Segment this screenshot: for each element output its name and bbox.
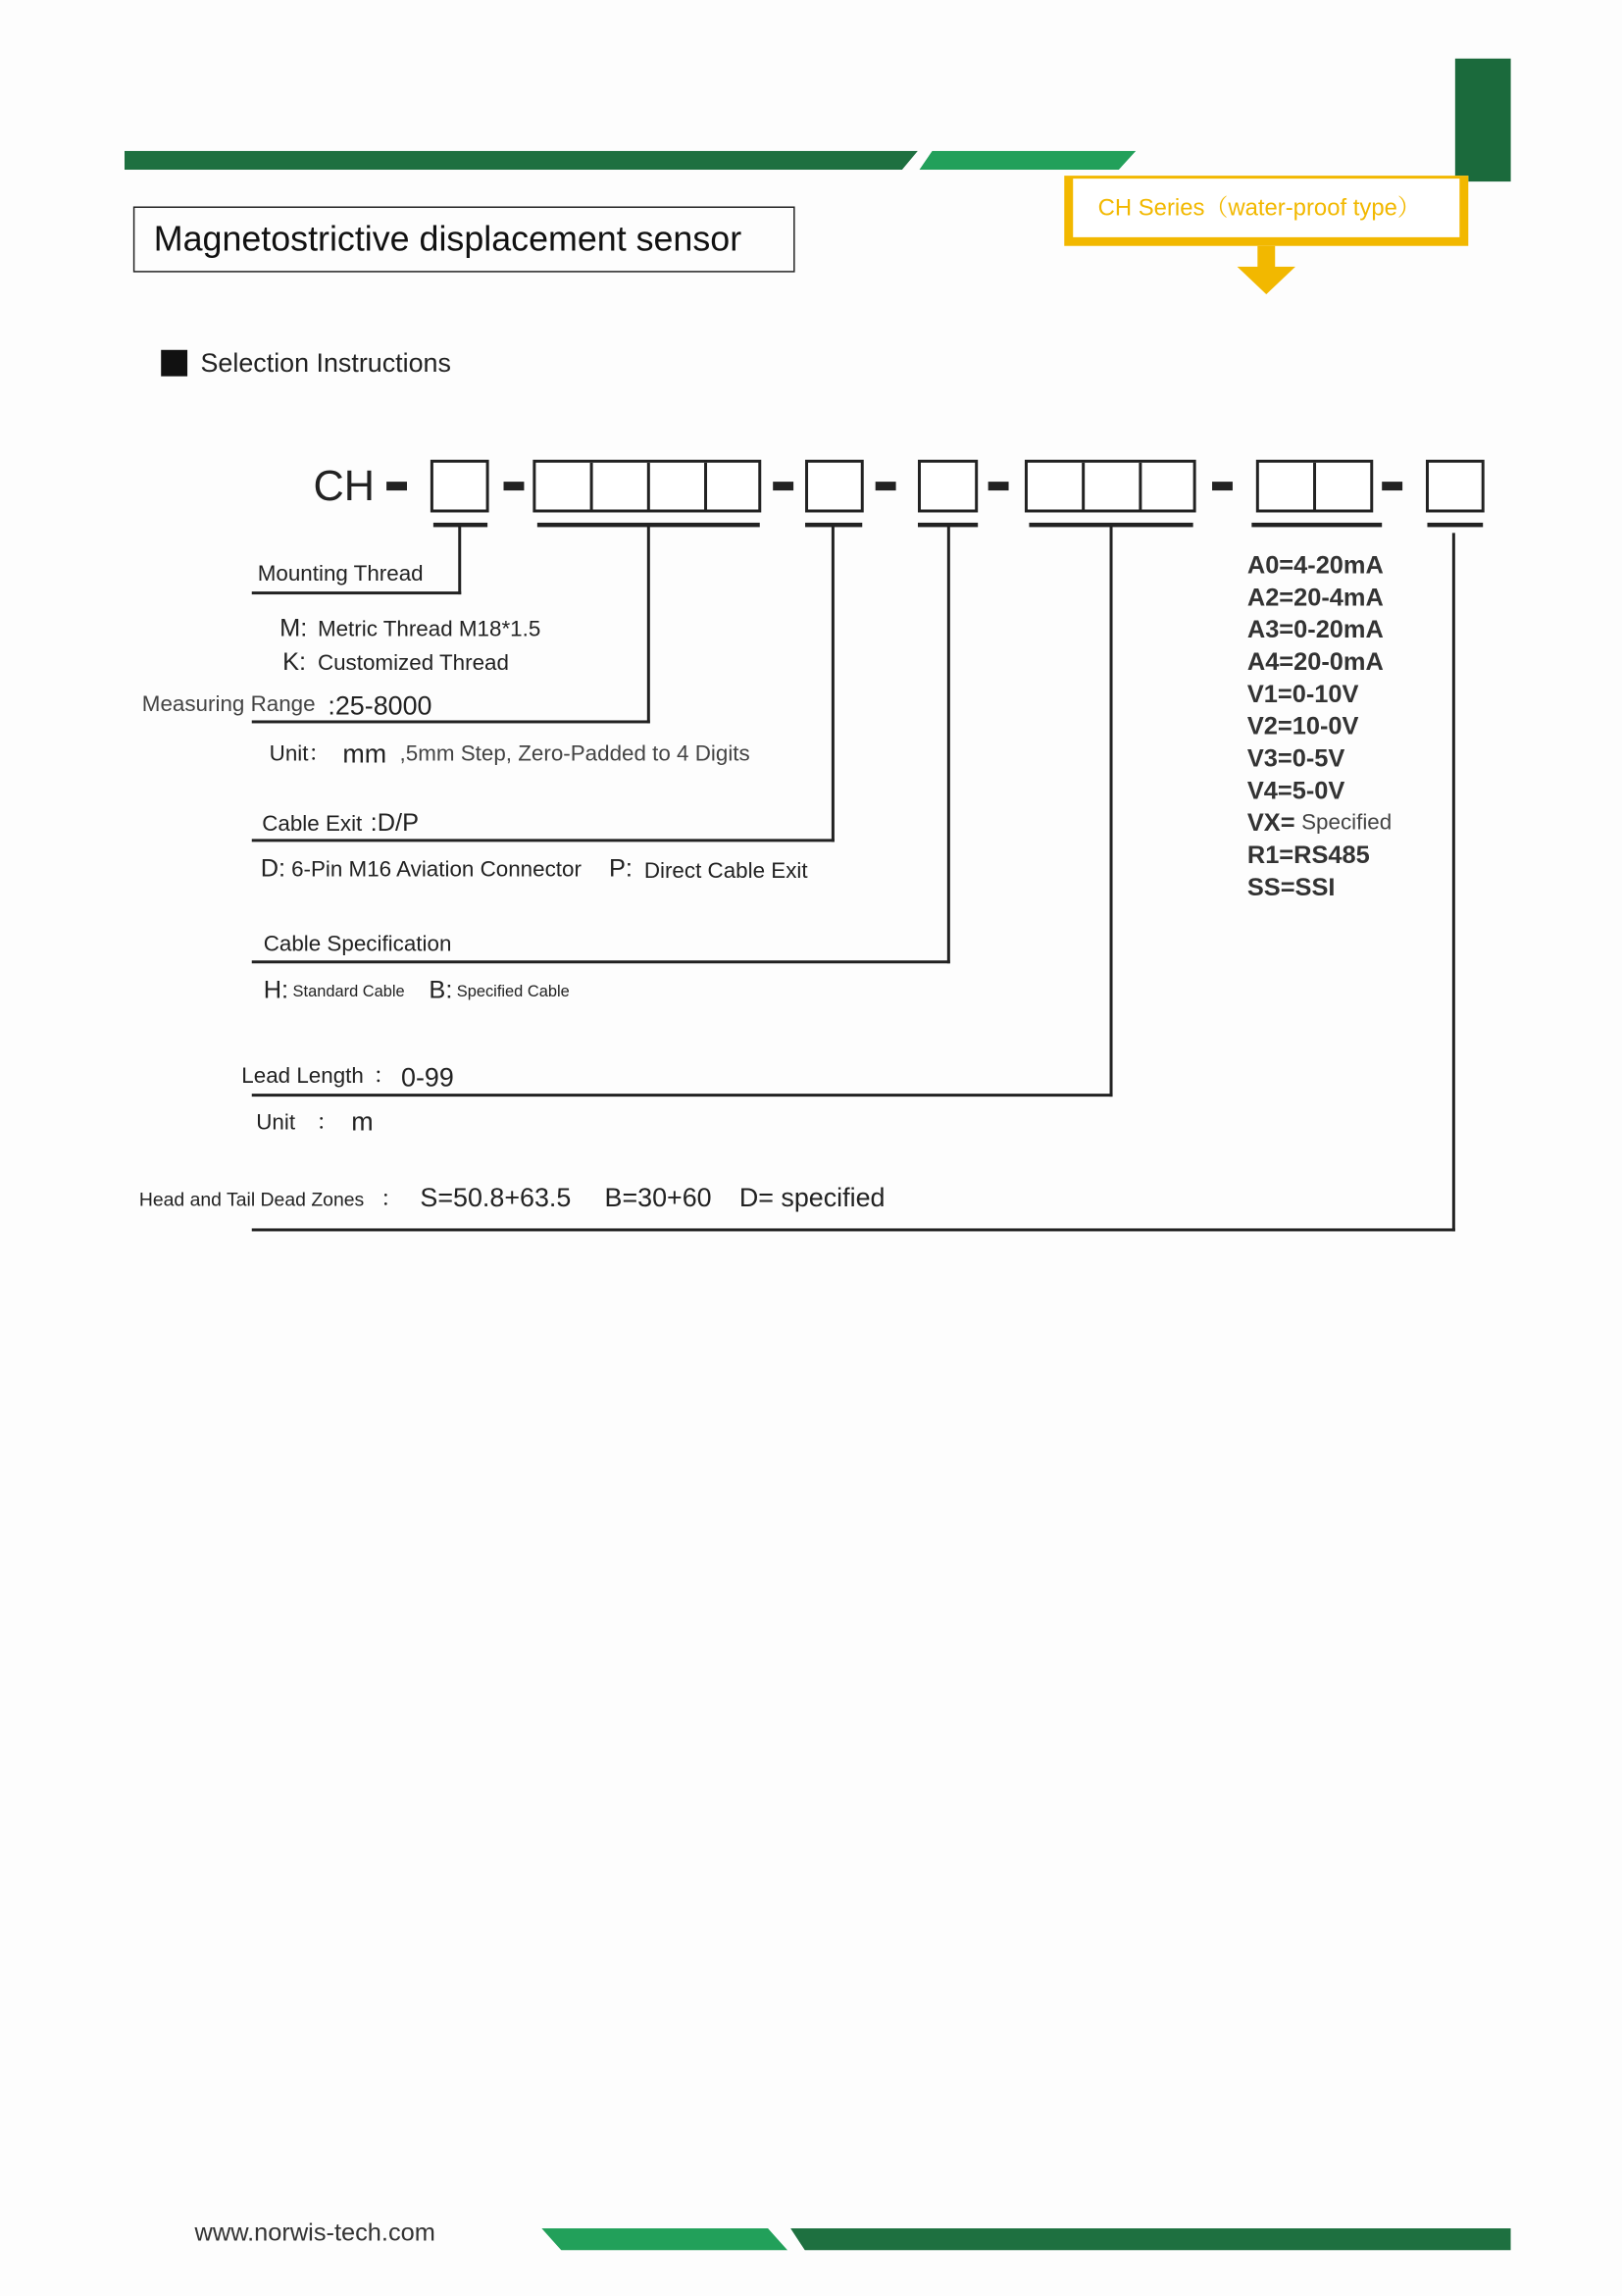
bullet-square-icon [161,350,187,377]
code-dash [504,482,525,490]
code-dash [386,482,407,490]
unit-label: Unit [256,1110,296,1136]
output-option: V2=10-0V [1246,712,1359,740]
output-option: VX= [1246,808,1295,838]
dead-zone-s: S=50.8+63.5 [420,1183,572,1213]
measuring-range-value: :25-8000 [328,690,432,721]
page-title: Magnetostrictive displacement sensor [153,219,742,260]
lead-length-label: Lead Length [241,1063,364,1089]
leader-line [252,720,650,723]
output-vx-note: Specified [1301,810,1393,836]
measuring-range-note: ,5mm Step, Zero-Padded to 4 Digits [399,741,750,767]
arrow-down-icon-head [1237,267,1295,294]
top-green-bar-light [919,151,1136,170]
option-key: P: [609,854,633,883]
code-prefix: CH [313,463,375,511]
unit-value: mm [342,739,387,769]
output-option: SS=SSI [1246,873,1336,901]
option-key: D: [260,854,286,883]
option-key: B: [429,975,453,1004]
separator: ： [316,1110,338,1136]
output-option: V4=5-0V [1246,776,1345,805]
code-dash [1382,482,1402,490]
output-option: A0=4-20mA [1246,551,1384,580]
leader-line [252,960,950,963]
code-slot-cable-spec [918,460,978,513]
leader-line [947,526,950,963]
output-option: R1=RS485 [1246,841,1370,869]
code-slot-dead-zones [1426,460,1485,513]
code-dash [876,482,896,490]
leader-line [1110,526,1113,1097]
arrow-down-icon [1257,246,1275,268]
unit-value: m [351,1106,374,1137]
leader-line [647,526,650,724]
leader-line [1452,533,1455,1231]
underline [1427,523,1483,527]
bottom-green-bar [790,2228,1510,2250]
unit-label: Unit： [269,741,330,767]
cable-exit-value: :D/P [370,808,420,838]
option-standard-cable: Standard Cable [292,983,405,1001]
leader-line [252,839,835,842]
dead-zone-d: D= specified [738,1183,886,1213]
output-option: V3=0-5V [1246,744,1345,773]
code-slot-measuring-range [532,460,761,513]
option-direct-cable-exit: Direct Cable Exit [643,858,808,884]
lead-length-value: 0-99 [401,1062,454,1093]
output-option: A4=20-0mA [1246,647,1384,676]
option-key: K: [282,647,307,676]
dead-zones-label: Head and Tail Dead Zones [138,1188,365,1210]
option-aviation-connector: 6-Pin M16 Aviation Connector [291,857,582,883]
separator: ： [380,1186,403,1212]
cable-exit-label: Cable Exit [262,811,363,838]
option-metric-thread: Metric Thread M18*1.5 [317,617,541,642]
dead-zone-b: B=30+60 [604,1183,712,1213]
series-badge-label: CH Series（water-proof type） [1097,196,1421,222]
leader-line [252,1228,1455,1231]
output-option: A2=20-4mA [1246,583,1384,612]
code-slot-lead-length [1025,460,1196,513]
code-slot-output [1256,460,1373,513]
cable-spec-label: Cable Specification [263,932,452,957]
leader-line [252,1094,1113,1097]
top-green-bar [125,151,918,170]
leader-line [458,526,461,594]
output-option: V1=0-10V [1246,680,1359,708]
option-specified-cable: Specified Cable [456,983,570,1001]
code-dash [773,482,793,490]
leader-line [832,526,835,842]
code-dash [1212,482,1233,490]
mounting-thread-label: Mounting Thread [257,561,424,587]
measuring-range-label: Measuring Range [141,691,316,717]
option-customized-thread: Customized Thread [317,650,509,676]
output-option: A3=0-20mA [1246,615,1384,644]
underline [1251,523,1382,527]
code-slot-cable-exit [805,460,864,513]
option-key: M: [279,614,308,642]
option-key: H: [263,975,289,1004]
code-slot-mounting-thread [431,460,489,513]
bottom-green-bar-light [541,2228,787,2250]
footer-website: www.norwis-tech.com [194,2219,435,2247]
separator: ： [373,1063,396,1089]
corner-green-bar [1455,59,1511,181]
section-heading: Selection Instructions [200,348,451,379]
code-dash [988,482,1009,490]
leader-line [252,591,461,594]
